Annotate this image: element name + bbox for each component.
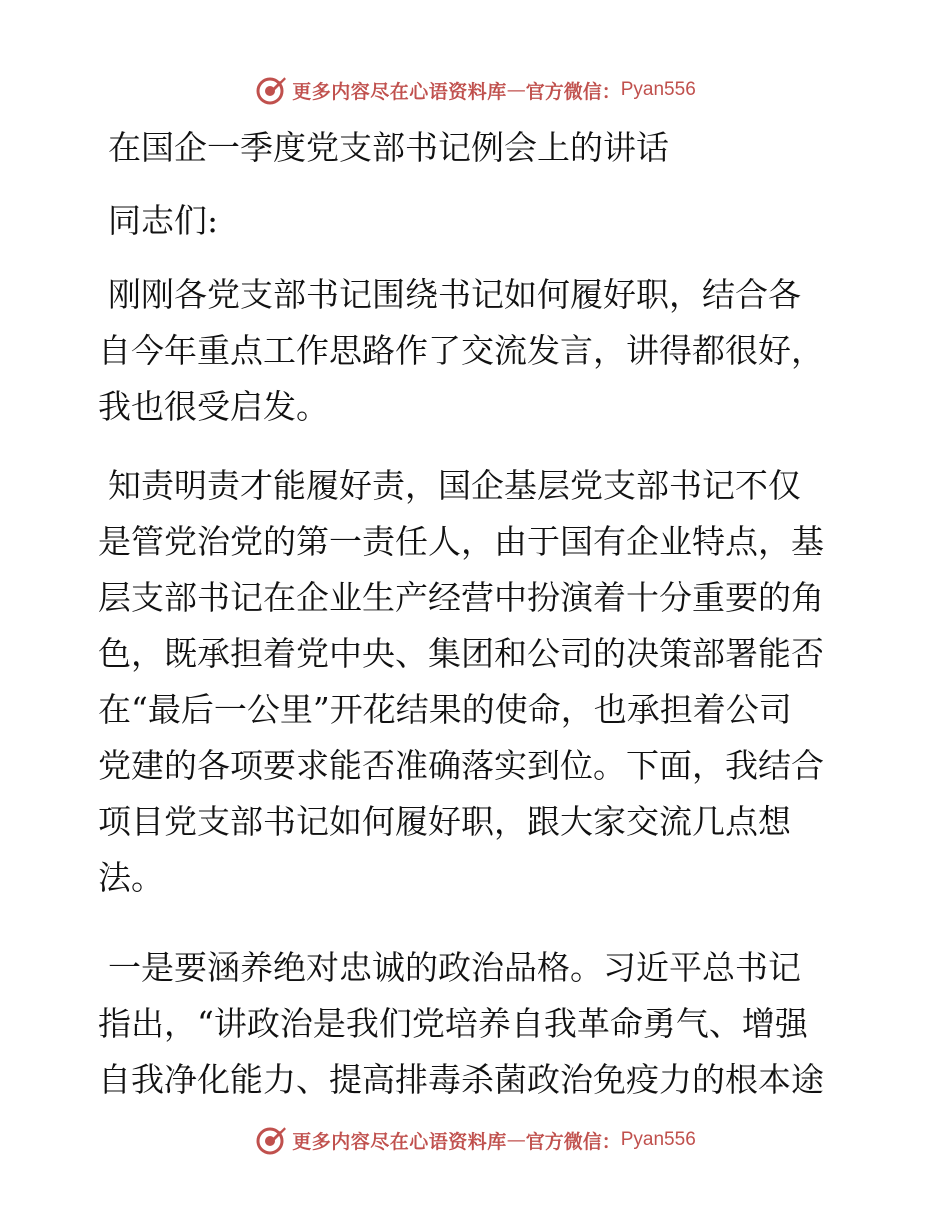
paragraph-1 — [98, 267, 858, 435]
text-line: 层支部书记在企业生产经营中扮演着十分重要的角 — [98, 578, 824, 617]
text-line: 党建的各项要求能否准确落实到位。下面，我结合 — [98, 746, 824, 785]
text-line: 项目党支部书记如何履好职，跟大家交流几点想 — [98, 802, 791, 841]
text-line: 指出，“讲政治是我们党培养自我革命勇气、增强 — [98, 1004, 808, 1043]
text-line: 自我净化能力、提高排毒杀菌政治免疫力的根本途 — [98, 1060, 824, 1099]
text-line: 法。 — [98, 858, 164, 897]
pen-logo-icon — [254, 1123, 288, 1157]
watermark-id: Pyan556 — [620, 79, 696, 100]
watermark-label: 官方微信： — [525, 1130, 621, 1153]
watermark-id: Pyan556 — [620, 1129, 696, 1150]
watermark-brand: 更多内容尽在心语资料库 — [292, 80, 507, 103]
paragraph-3 — [98, 940, 858, 1108]
text-line: 我也很受启发。 — [98, 387, 329, 426]
pen-logo-icon — [254, 73, 288, 107]
text-line: 刚刚各党支部书记围绕书记如何履好职，结合各 — [108, 275, 801, 314]
text-line: 一是要涵养绝对忠诚的政治品格。习近平总书记 — [108, 948, 801, 987]
greeting: 同志们: — [108, 201, 219, 240]
watermark-brand: 更多内容尽在心语资料库 — [292, 1130, 507, 1153]
text-line: 色，既承担着党中央、集团和公司的决策部署能否 — [98, 634, 824, 673]
watermark-footer — [0, 1120, 950, 1160]
text-line: 在“最后一公里”开花结果的使命，也承担着公司 — [98, 690, 792, 729]
document-title: 在国企一季度党支部书记例会上的讲话 — [108, 128, 669, 167]
text-line: 自今年重点工作思路作了交流发言，讲得都很好， — [98, 331, 824, 370]
watermark-label: 官方微信： — [525, 80, 621, 103]
watermark-header — [0, 70, 950, 110]
paragraph-2 — [98, 458, 858, 906]
text-line: 知责明责才能履好责，国企基层党支部书记不仅 — [108, 466, 801, 505]
watermark-separator: — — [506, 1129, 526, 1151]
watermark-separator: — — [506, 79, 526, 101]
text-line: 是管党治党的第一责任人，由于国有企业特点，基 — [98, 522, 824, 561]
